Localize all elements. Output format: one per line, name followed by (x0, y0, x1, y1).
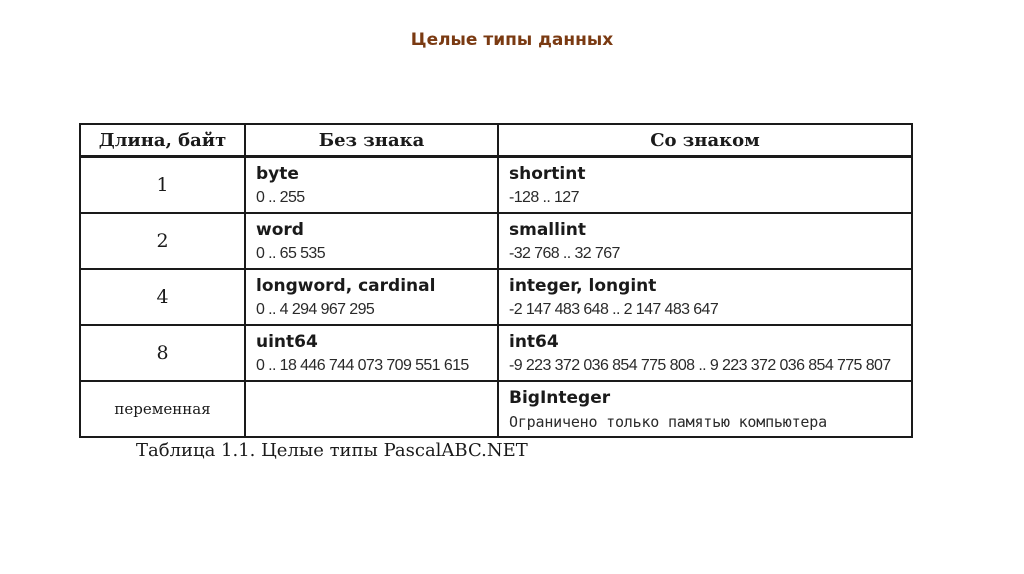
length-cell: 8 (80, 325, 245, 381)
unsigned-type-name: uint64 (256, 332, 318, 352)
unsigned-type-name: word (256, 220, 304, 240)
length-cell: 4 (80, 269, 245, 325)
signed-type-range: -128 .. 127 (509, 189, 579, 206)
signed-type-range: -2 147 483 648 .. 2 147 483 647 (509, 301, 719, 318)
unsigned-cell (245, 325, 498, 381)
table-row (80, 157, 912, 214)
signed-type-name: smallint (509, 220, 587, 240)
signed-cell (498, 269, 912, 325)
integer-types-table (79, 123, 913, 438)
signed-cell (498, 157, 912, 214)
unsigned-type-name: longword, cardinal (256, 276, 436, 296)
signed-cell (498, 381, 912, 437)
table-caption: Таблица 1.1. Целые типы PascalABC.NET (136, 440, 528, 461)
unsigned-cell (245, 213, 498, 269)
signed-type-name: BigInteger (509, 388, 611, 408)
signed-type-name: shortint (509, 164, 586, 184)
unsigned-type-range: 0 .. 4 294 967 295 (256, 301, 375, 318)
slide-title: Целые типы данных (410, 30, 614, 50)
signed-type-range: Ограничено только памятью компьютера (509, 413, 827, 431)
signed-cell (498, 325, 912, 381)
table-row (80, 213, 912, 269)
table-row (80, 381, 912, 437)
unsigned-type-range: 0 .. 18 446 744 073 709 551 615 (256, 357, 469, 374)
unsigned-type-range: 0 .. 255 (256, 189, 305, 206)
unsigned-cell (245, 269, 498, 325)
unsigned-type-name: byte (256, 164, 299, 184)
length-cell: 2 (80, 213, 245, 269)
table-row (80, 269, 912, 325)
unsigned-cell (245, 381, 498, 437)
header-length: Длина, байт (80, 124, 245, 157)
length-cell: переменная (80, 381, 245, 437)
signed-cell (498, 213, 912, 269)
signed-type-name: int64 (509, 332, 559, 352)
length-cell: 1 (80, 157, 245, 214)
signed-type-range: -32 768 .. 32 767 (509, 245, 620, 262)
header-signed: Со знаком (498, 124, 912, 157)
table-row (80, 325, 912, 381)
header-unsigned: Без знака (245, 124, 498, 157)
table-header-row (80, 124, 912, 157)
signed-type-name: integer, longint (509, 276, 657, 296)
unsigned-cell (245, 157, 498, 214)
signed-type-range: -9 223 372 036 854 775 808 .. 9 223 372 036 854 775 807 (509, 357, 891, 374)
unsigned-type-range: 0 .. 65 535 (256, 245, 326, 262)
